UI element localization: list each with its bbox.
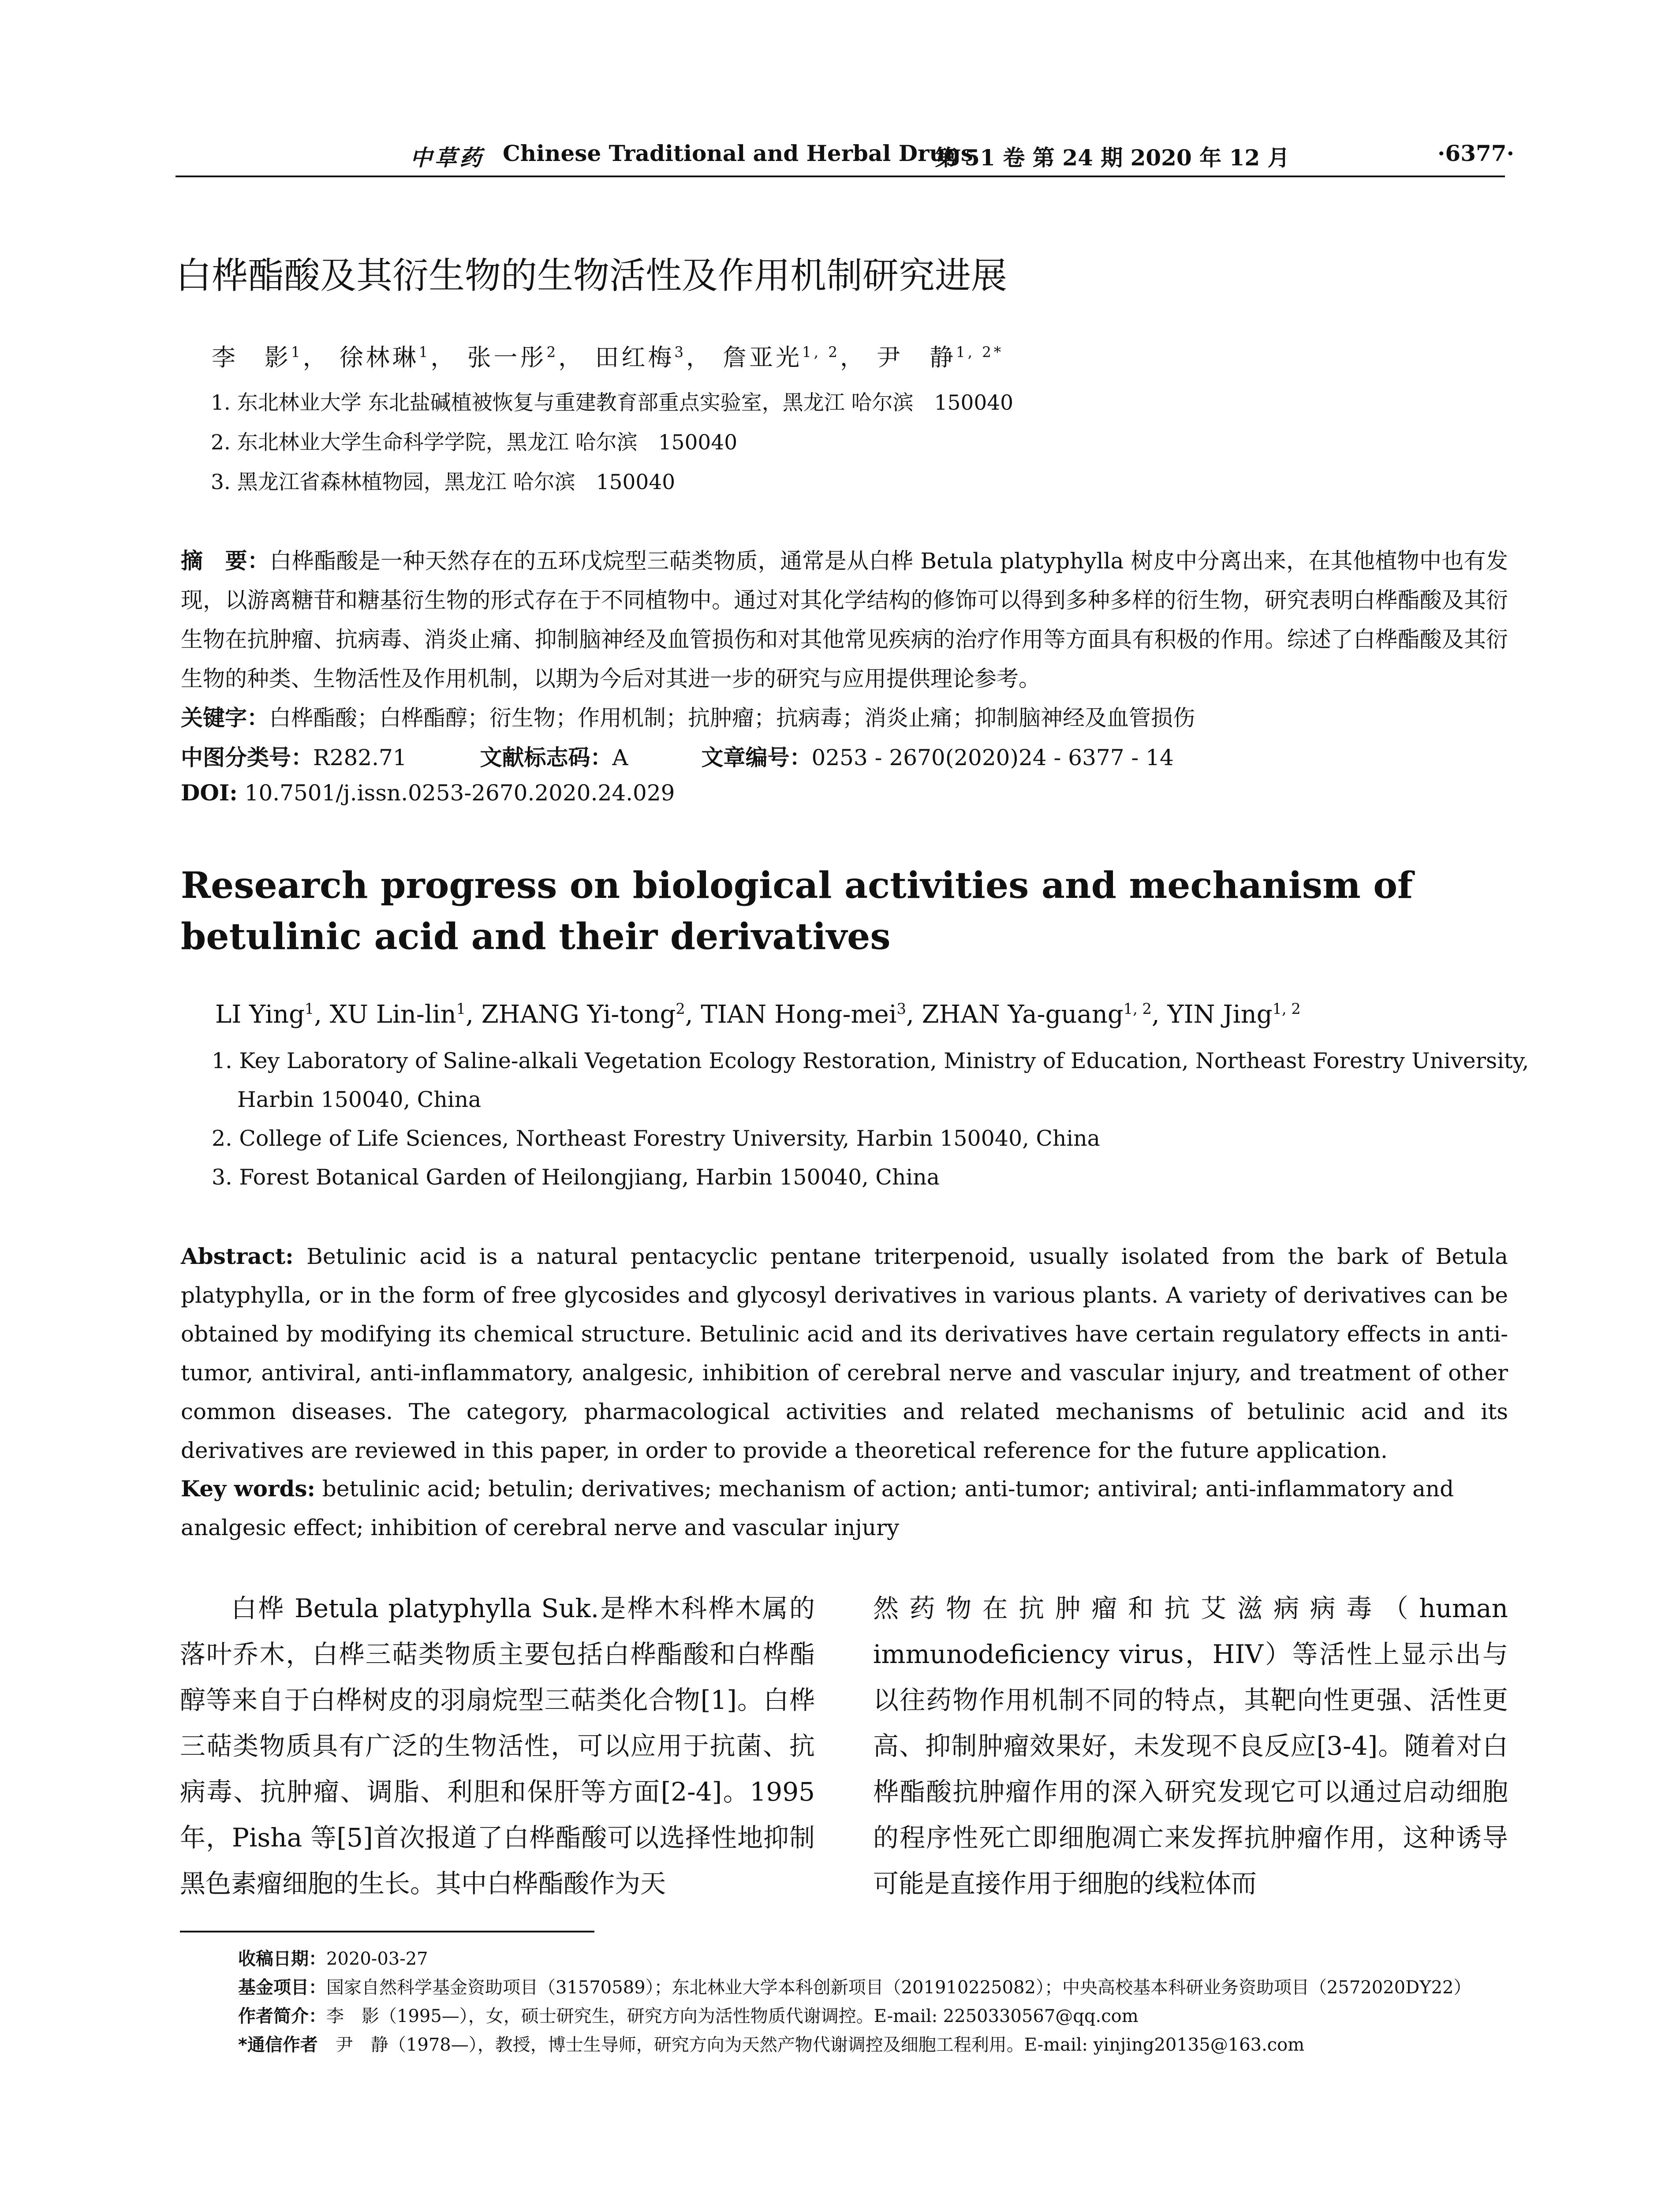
- doc-value: A: [612, 745, 628, 770]
- clc-value: R282.71: [313, 745, 407, 770]
- author-cn: 张一彤: [467, 344, 547, 371]
- author-sup: 3: [896, 1000, 907, 1017]
- author-sup: 1: [418, 344, 431, 361]
- author-sup: 2: [676, 1000, 685, 1017]
- clc-label: 中图分类号：: [181, 745, 313, 770]
- abstract-en-text: Betulinic acid is a natural pentacyclic pentane triterpenoid, usually isolated from the bark of Betula platyphylla, or in the form of free glycosides and glycosyl derivatives in various plants. A variety of derivatives can be obtained by modifying its chemical structure. Betulinic acid and its derivatives have certain regulatory effects in anti-tumor, antiviral, anti-inflammatory, analgesic, inhibition of cerebral nerve and vascular injury, and treatment of other common diseases. The category, pharmacological activities and related mechanisms of betulinic acid and its derivatives are reviewed in this paper, in order to provide a theoretical reference for the future application.: [181, 1244, 1508, 1463]
- footnote-rule: [180, 1931, 594, 1932]
- footnote-label: *通信作者: [238, 2035, 318, 2055]
- author-sup: 3: [674, 344, 686, 361]
- footnote-label: 基金项目：: [238, 1977, 326, 1998]
- journal-logo: 中草药: [410, 145, 484, 171]
- doc-group: [480, 745, 628, 770]
- doi-label: DOI:: [181, 780, 238, 806]
- author-en: YIN Jing: [1167, 1000, 1273, 1029]
- author-cn: 徐林琳: [339, 344, 419, 371]
- doi-line: [181, 780, 1508, 806]
- affiliation-en: 3. Forest Botanical Garden of Heilongjiang, Harbin 150040, China: [212, 1165, 940, 1190]
- footnote-author-bio: [238, 2002, 1139, 2027]
- author-cn: 田红梅: [595, 344, 675, 371]
- doi-value: 10.7501/j.issn.0253-2670.2020.24.029: [244, 780, 675, 806]
- abstract-en-label: Abstract:: [181, 1243, 294, 1269]
- title-en: Research progress on biological activities and mechanism of betulinic acid and their derivatives: [181, 864, 1413, 958]
- footnote-text: 李 影（1995—），女，硕士研究生，研究方向为活性物质代谢调控。E-mail: 2250330567@qq.com: [326, 2006, 1139, 2026]
- keywords-cn-text: 白桦酯酸；白桦酯醇；衍生物；作用机制；抗肿瘤；抗病毒；消炎止痛；抑制脑神经及血管损伤: [269, 705, 1195, 731]
- author-en: LI Ying: [215, 1000, 305, 1029]
- footnote-funding: [238, 1973, 1471, 1999]
- affiliation-cn: 2. 东北林业大学生命科学学院，黑龙江 哈尔滨 150040: [211, 430, 738, 455]
- article-value: 0253 - 2670(2020)24 - 6377 - 14: [811, 745, 1174, 770]
- title-cn: 白桦酯酸及其衍生物的生物活性及作用机制研究进展: [175, 255, 1008, 297]
- author-sup: 1, 2: [802, 344, 840, 361]
- affiliation-en: 1. Key Laboratory of Saline-alkali Vegetation Ecology Restoration, Ministry of Education, Northeast Forestry University, Harbin 150040, China: [212, 1048, 1529, 1112]
- doc-label: 文献标志码：: [480, 745, 612, 770]
- keywords-en-label: Key words:: [181, 1476, 315, 1502]
- article-label: 文章编号：: [701, 745, 812, 770]
- author-sup: 1, 2*: [956, 344, 1004, 361]
- footnote-corresponding: [238, 2031, 1304, 2056]
- author-sup: 1: [291, 344, 303, 361]
- keywords-en-text: betulinic acid; betulin; derivatives; mechanism of action; anti-tumor; antiviral; anti-inflammatory and analgesic effect; inhibition of cerebral nerve and vascular injury: [181, 1476, 1454, 1540]
- footnote-text: 尹 静（1978—），教授，博士生导师，研究方向为天然产物代谢调控及细胞工程利用。E-mail: yinjing20135@163.com: [317, 2035, 1305, 2055]
- body-column-left: 白桦 Betula platyphylla Suk.是桦木科桦木属的落叶乔木，白桦三萜类物质主要包括白桦酯酸和白桦酯醇等来自于白桦树皮的羽扇烷型三萜类化合物[1]。白桦三萜类物质具有广泛的生物活性，可以应用于抗菌、抗病毒、抗肿瘤、调脂、利胆和保肝等方面[2-4]。1995 年，Pisha 等[5]首次报道了白桦酯酸可以选择性地抑制黑色素瘤细胞的生长。其中白桦酯酸作为天: [180, 1593, 815, 1899]
- body-column-right: 然药物在抗肿瘤和抗艾滋病病毒（human immunodeficiency virus，HIV）等活性上显示出与以往药物作用机制不同的特点，其靶向性更强、活性更高、抑制肿瘤效果好，未发现不良反应[3-4]。随着对白桦酯酸抗肿瘤作用的深入研究发现它可以通过启动细胞的程序性死亡即细胞凋亡来发挥抗肿瘤作用，这种诱导可能是直接作用于细胞的线粒体而: [873, 1593, 1508, 1899]
- abstract-cn-text: 白桦酯酸是一种天然存在的五环戊烷型三萜类物质，通常是从白桦 Betula platyphylla 树皮中分离出来，在其他植物中也有发现，以游离糖苷和糖基衍生物的形式存在于不同植物中。通过对其化学结构的修饰可以得到多种多样的衍生物，研究表明白桦酯酸及其衍生物在抗肿瘤、抗病毒、消炎止痛、抑制脑神经及血管损伤和对其他常见疾病的治疗作用等方面具有积极的作用。综述了白桦酯酸及其衍生物的种类、生物活性及作用机制，以期为今后对其进一步的研究与应用提供理论参考。: [181, 548, 1508, 691]
- author-en: TIAN Hong-mei: [701, 1000, 897, 1029]
- clc-group: [181, 745, 407, 770]
- affiliation-en: 2. College of Life Sciences, Northeast Forestry University, Harbin 150040, China: [212, 1126, 1100, 1151]
- author-sup: 2: [546, 344, 559, 361]
- keywords-en: [181, 1469, 1508, 1547]
- author-en: ZHANG Yi-tong: [481, 1000, 676, 1029]
- footnote-text: 国家自然科学基金资助项目（31570589）；东北林业大学本科创新项目（201910225082）；中央高校基本科研业务资助项目（2572020DY22）: [326, 1977, 1471, 1998]
- journal-name: Chinese Traditional and Herbal Drugs: [503, 140, 973, 166]
- footnote-label: 作者简介：: [238, 2006, 326, 2026]
- author-sup: 1, 2: [1123, 1000, 1152, 1017]
- abstract-en: [181, 1237, 1508, 1470]
- author-en: ZHAN Ya-guang: [922, 1000, 1124, 1029]
- classification-line: [181, 740, 1508, 772]
- authors-en: LI Ying$^1$, XU Lin-lin$^1$, ZHANG Yi-tong$^2$, TIAN Hong-mei$^3$, ZHAN Ya-guang$^{1, 2}$, YIN Jing$^{1, 2}$: [215, 1000, 1301, 1029]
- author-cn: 尹 静: [877, 344, 956, 371]
- author-sup: 1, 2: [1272, 1000, 1301, 1017]
- footnote-received: [238, 1945, 428, 1970]
- author-cn: 詹亚光: [723, 344, 803, 371]
- affiliation-cn: 1. 东北林业大学 东北盐碱植被恢复与重建教育部重点实验室，黑龙江 哈尔滨 150040: [211, 391, 1014, 415]
- abstract-cn-label: 摘 要：: [181, 548, 270, 574]
- keywords-cn-label: 关键字：: [181, 705, 269, 731]
- issue-info: 第 51 卷 第 24 期 2020 年 12 月: [935, 145, 1290, 171]
- authors-cn: 李 影$^1$， 徐林琳$^1$， 张一彤$^2$， 田红梅$^3$， 詹亚光$^{1, 2}$， 尹 静$^{1, 2*}$: [212, 344, 1004, 371]
- author-sup: 1: [304, 1000, 314, 1017]
- author-sup: 1: [456, 1000, 466, 1017]
- header-rule: [175, 176, 1505, 177]
- affiliation-cn: 3. 黑龙江省森林植物园，黑龙江 哈尔滨 150040: [211, 470, 676, 494]
- author-en: XU Lin-lin: [329, 1000, 456, 1029]
- footnote-text: 2020-03-27: [326, 1949, 428, 1969]
- abstract-cn: [181, 542, 1508, 699]
- footnote-label: 收稿日期：: [238, 1949, 326, 1969]
- author-cn: 李 影: [212, 344, 291, 371]
- page-number: ·6377·: [1437, 140, 1514, 166]
- article-group: [702, 745, 1174, 770]
- keywords-cn: [181, 700, 1508, 732]
